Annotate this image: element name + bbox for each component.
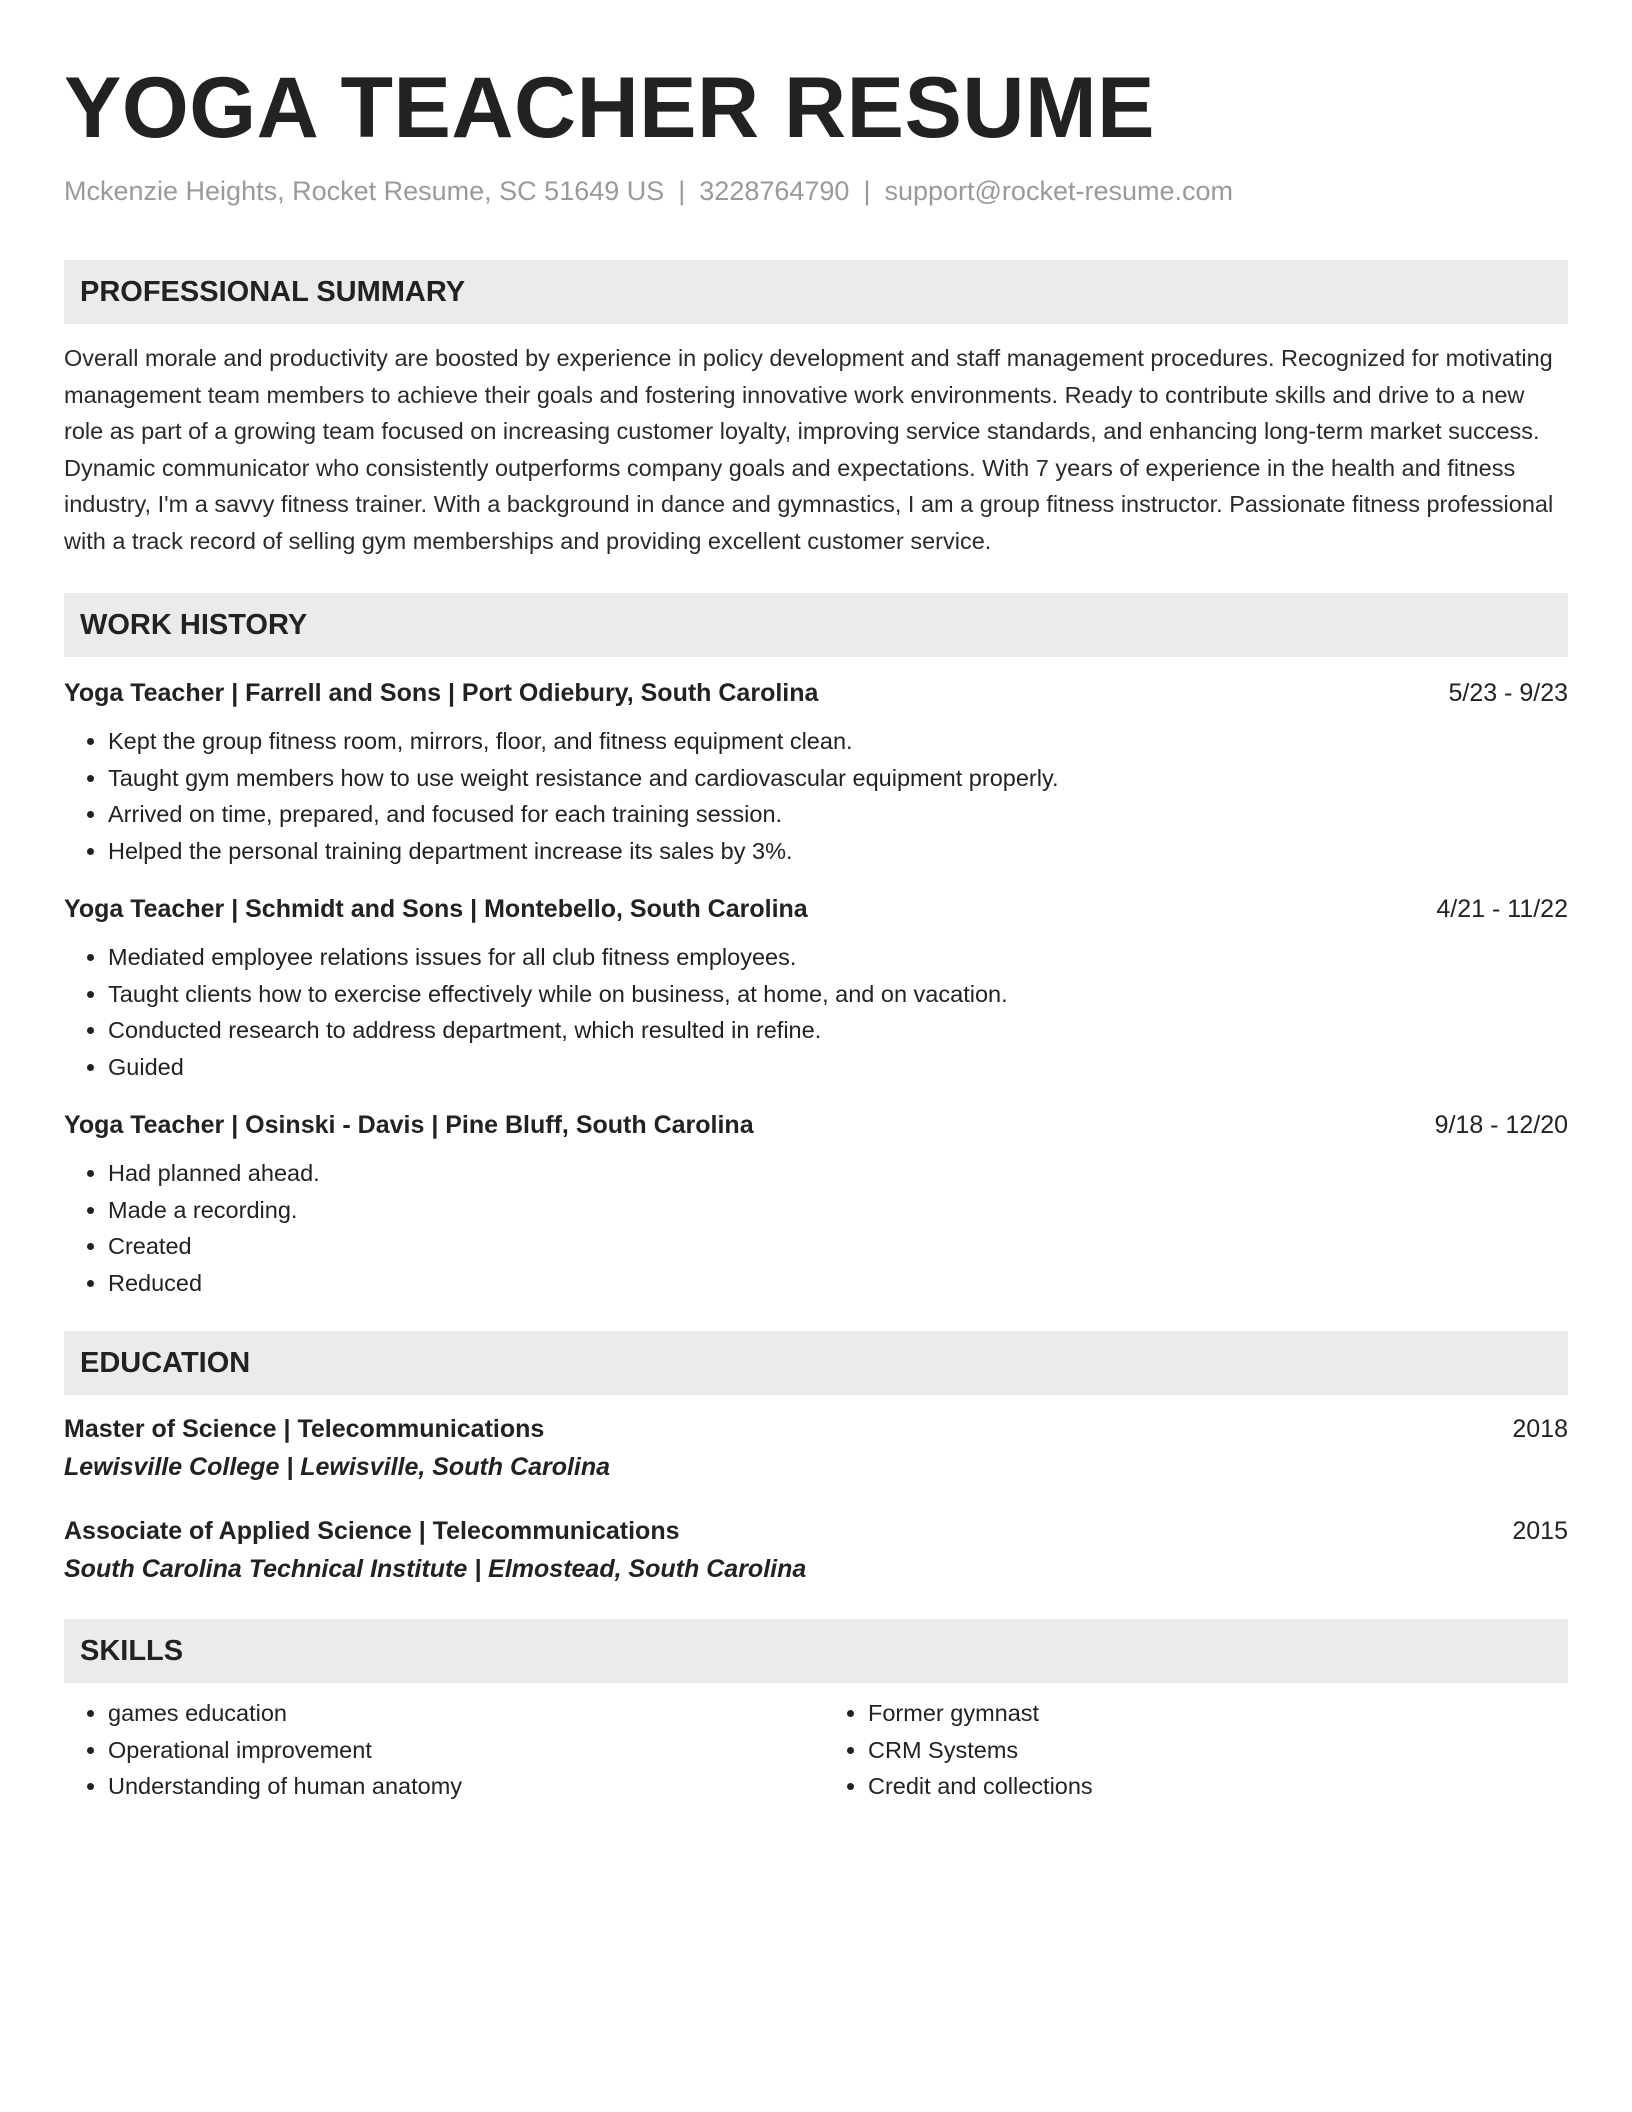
list-item: • Taught clients how to exercise effectively while on business, at home, and on vacation. (108, 976, 1568, 1013)
school-name: Lewisville College | Lewisville, South Carolina (64, 1453, 611, 1481)
graduation-year: 2018 (1512, 1415, 1568, 1443)
list-item: • Made a recording. (108, 1192, 1568, 1229)
skills-list (64, 1695, 1568, 1805)
contact-separator: | (863, 176, 871, 206)
work-history-heading: WORK HISTORY (64, 593, 1568, 657)
list-item: • Mediated employee relations issues for all club fitness employees. (108, 939, 1568, 976)
resume-title: YOGA TEACHER RESUME (64, 60, 1155, 156)
list-item: • Arrived on time, prepared, and focused for each training session. (108, 796, 1568, 833)
list-item: • Created (108, 1228, 1568, 1265)
job-dates: 5/23 - 9/23 (1448, 679, 1568, 707)
job-entry (64, 1107, 1568, 1301)
degree-title: Master of Science | Telecommunications (64, 1415, 545, 1443)
job-dates: 9/18 - 12/20 (1434, 1111, 1568, 1139)
job-bullets (64, 1155, 1568, 1301)
summary-text: Overall morale and productivity are boosted by experience in policy development and staff management procedures. Recognized for motivating management team members to achieve their goals and fostering innovative work environments. Ready to contribute skills and drive to a new role as part of a growing team focused on increasing customer loyalty, improving service standards, and enhancing long-term market success. Dynamic communicator who consistently outperforms company goals and expectations. With 7 years of experience in the health and fitness industry, I'm a savvy fitness trainer. With a background in dance and gymnastics, I am a group fitness instructor. Passionate fitness professional with a track record of selling gym memberships and providing excellent customer service. (64, 345, 1554, 554)
graduation-year: 2015 (1512, 1517, 1568, 1545)
contact-separator: | (678, 176, 686, 206)
education-entry (64, 1513, 1568, 1589)
list-item: • Kept the group fitness room, mirrors, floor, and fitness equipment clean. (108, 723, 1568, 760)
school-name: South Carolina Technical Institute | Elmostead, South Carolina (64, 1555, 807, 1583)
skill-item: • games education (108, 1695, 808, 1732)
skills-column-left (64, 1695, 808, 1805)
job-title: Yoga Teacher | Osinski - Davis | Pine Bluff, South Carolina (64, 1111, 754, 1139)
list-item: • Helped the personal training department increase its sales by 3%. (108, 833, 1568, 870)
job-bullets (64, 723, 1568, 869)
education-heading: EDUCATION (64, 1331, 1568, 1395)
list-item: • Reduced (108, 1265, 1568, 1302)
skill-item: • Understanding of human anatomy (108, 1768, 808, 1805)
education-entry (64, 1411, 1568, 1487)
job-bullets (64, 939, 1568, 1085)
skill-item: • Credit and collections (868, 1768, 1568, 1805)
email-text: support@rocket-resume.com (884, 176, 1233, 206)
skills-column-right (808, 1695, 1568, 1805)
skills-heading: SKILLS (64, 1619, 1568, 1683)
summary-heading: PROFESSIONAL SUMMARY (64, 260, 1568, 324)
job-entry (64, 675, 1568, 869)
job-title: Yoga Teacher | Farrell and Sons | Port Odiebury, South Carolina (64, 679, 819, 707)
job-dates: 4/21 - 11/22 (1436, 895, 1568, 923)
degree-title: Associate of Applied Science | Telecommunications (64, 1517, 680, 1545)
skill-item: • Operational improvement (108, 1732, 808, 1769)
address-text: Mckenzie Heights, Rocket Resume, SC 51649 US (64, 176, 665, 206)
job-entry (64, 891, 1568, 1085)
contact-line (64, 174, 1568, 208)
list-item: • Taught gym members how to use weight resistance and cardiovascular equipment properly. (108, 760, 1568, 797)
job-title: Yoga Teacher | Schmidt and Sons | Montebello, South Carolina (64, 895, 808, 923)
list-item: • Conducted research to address department, which resulted in refine. (108, 1012, 1568, 1049)
skill-item: • Former gymnast (868, 1695, 1568, 1732)
skill-item: • CRM Systems (868, 1732, 1568, 1769)
phone-text: 3228764790 (699, 176, 850, 206)
list-item: • Had planned ahead. (108, 1155, 1568, 1192)
list-item: • Guided (108, 1049, 1568, 1086)
resume-page (64, 0, 1568, 1805)
